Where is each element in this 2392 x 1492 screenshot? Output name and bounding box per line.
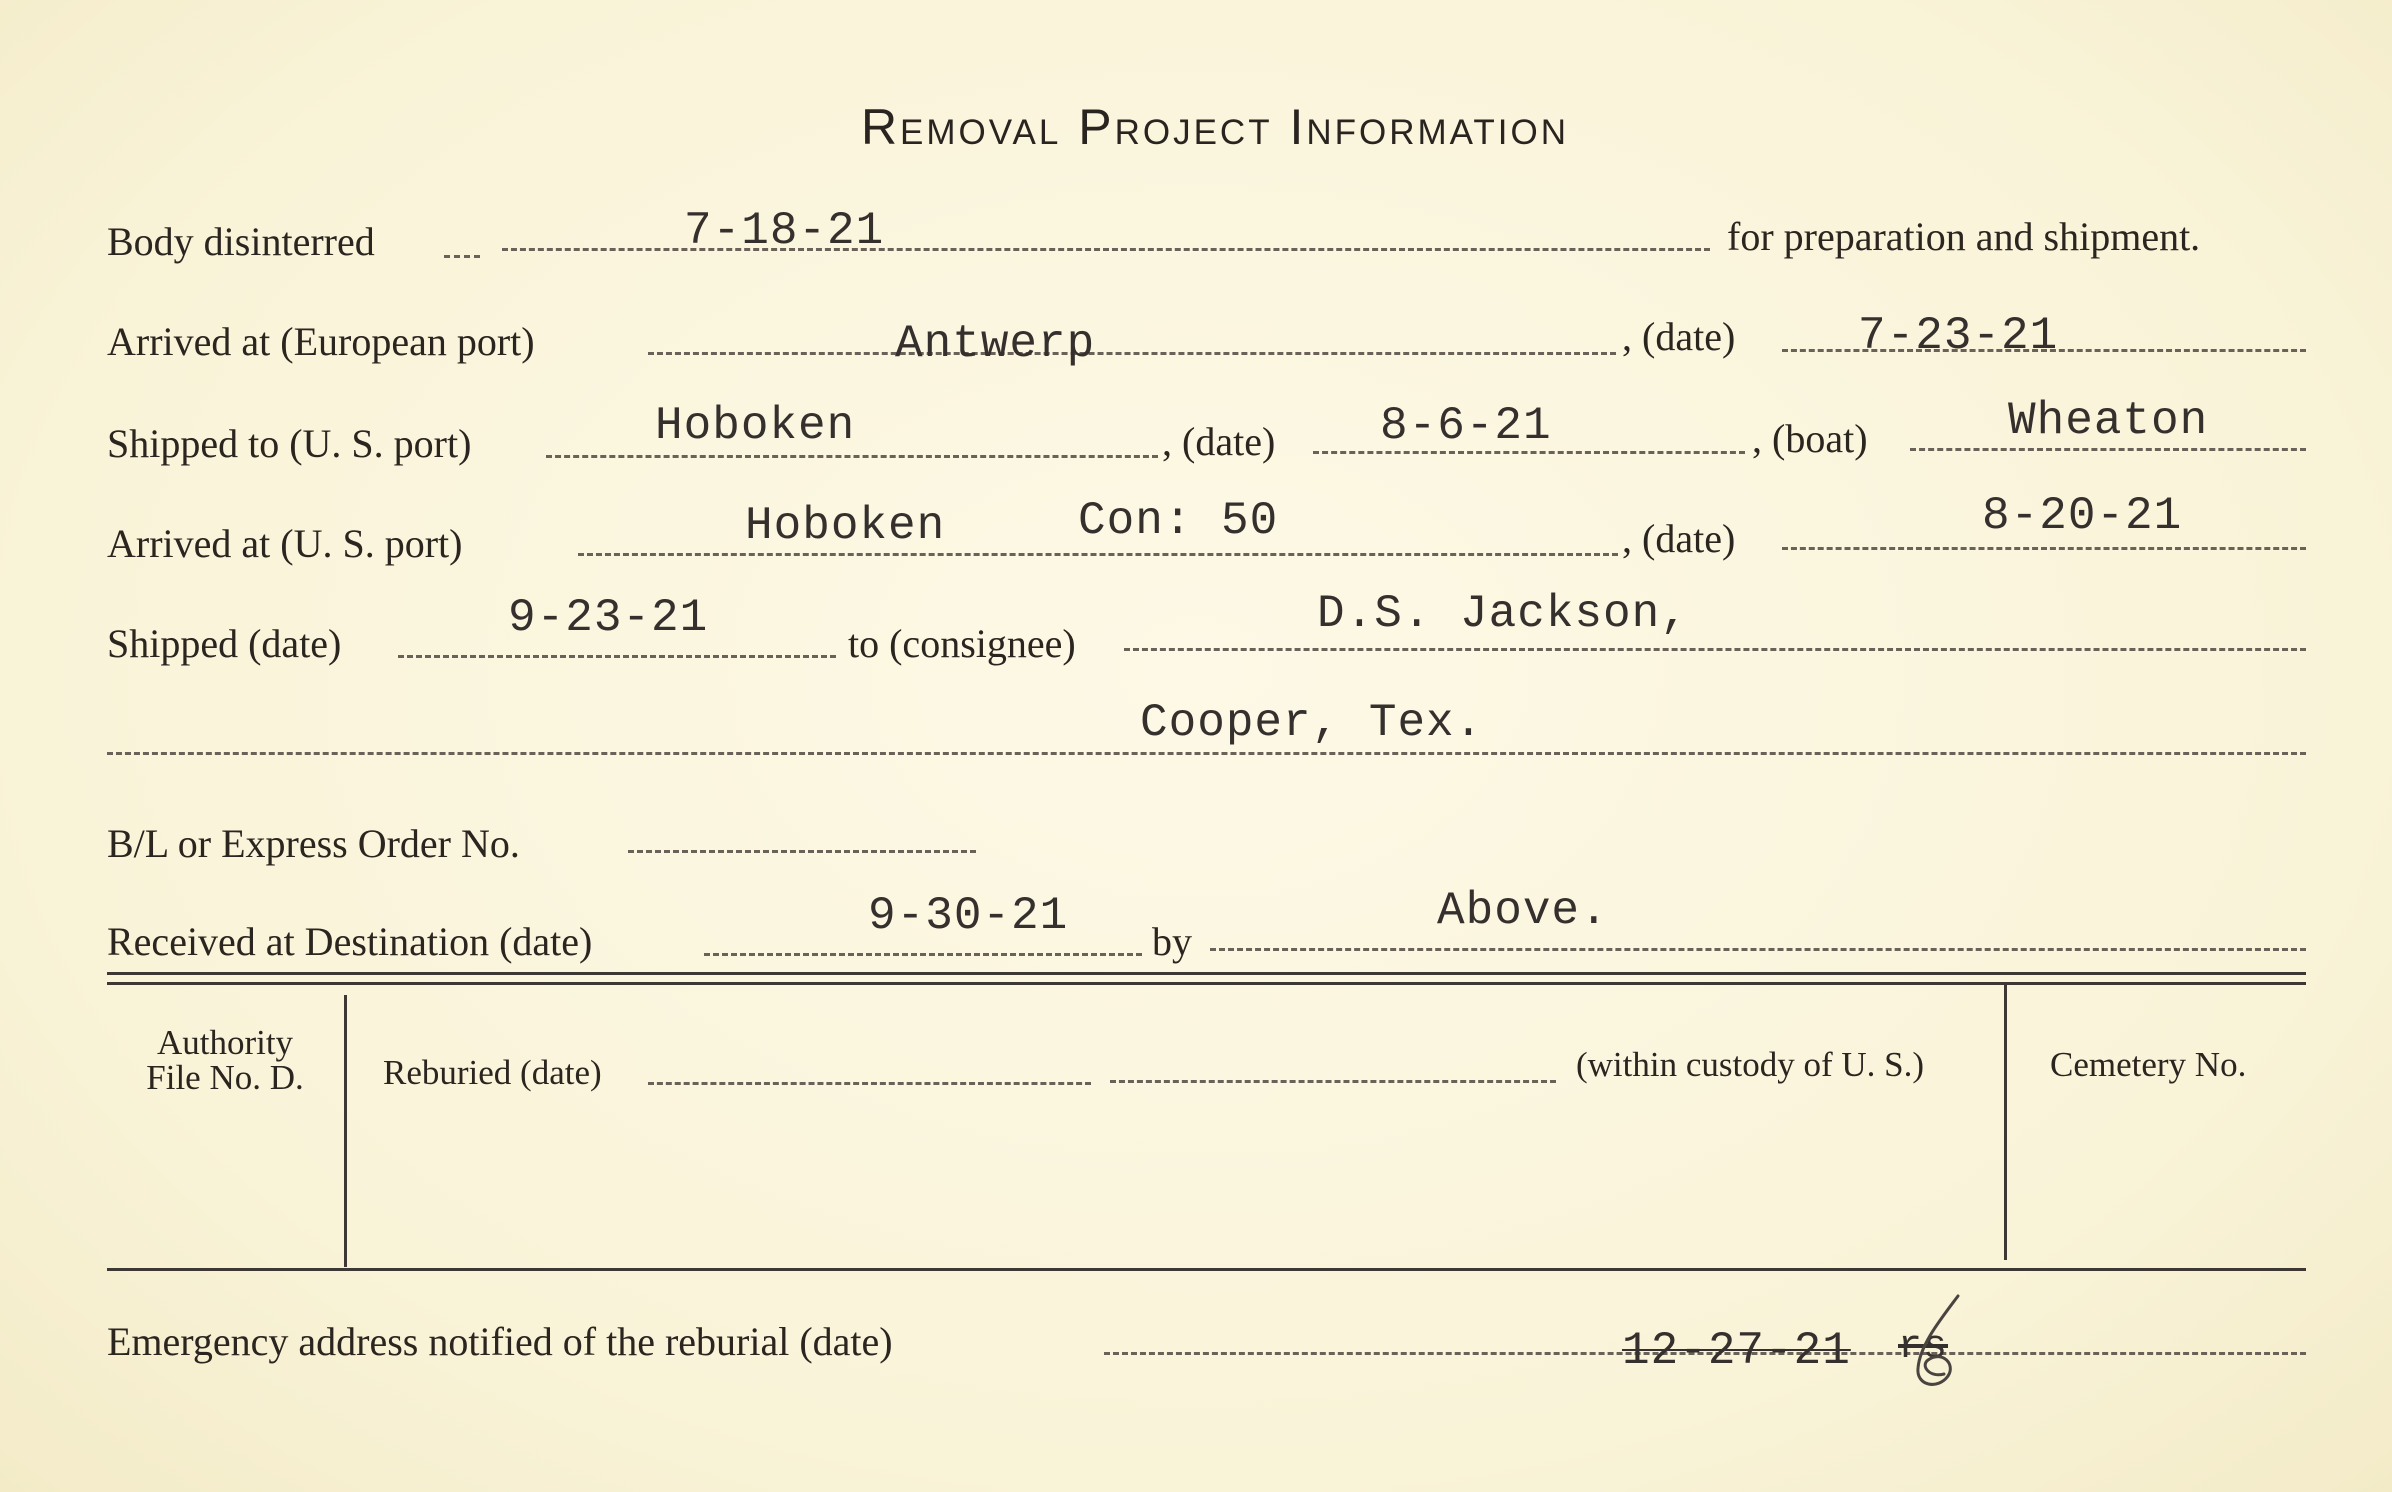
to-consignee-label: to (consignee) — [848, 621, 1076, 666]
boat-label: , (boat) — [1752, 416, 1868, 461]
shipped-date-value: 9-23-21 — [508, 592, 709, 644]
arrived-us-date-field-line — [1782, 547, 2306, 550]
consignee-address-field-line — [107, 752, 2306, 755]
box-divider-left — [344, 995, 347, 1267]
consignee-value: D.S. Jackson, — [1317, 588, 1689, 640]
us-port-value: Hoboken — [655, 400, 856, 452]
bl-express-field-line — [628, 850, 976, 853]
received-by-field-line — [1210, 948, 2306, 951]
arrived-us-port-label: Arrived at (U. S. port) — [107, 521, 463, 566]
body-disinterred-label: Body disinterred — [107, 219, 375, 264]
us-port-date-value: 8-6-21 — [1380, 400, 1552, 452]
shipped-date-field-line — [398, 655, 836, 658]
dotted-line — [444, 255, 480, 258]
arrived-us-port-field-line — [578, 553, 1618, 556]
within-custody-label: (within custody of U. S.) — [1576, 1045, 1925, 1084]
reburied-date-label: Reburied (date) — [383, 1053, 602, 1092]
arrived-european-port-label: Arrived at (European port) — [107, 319, 535, 364]
reburied-date-field-line-2 — [1110, 1080, 1556, 1083]
box-top-rule-2 — [107, 982, 2306, 985]
boat-field-line — [1910, 448, 2306, 451]
european-port-date-label: , (date) — [1622, 314, 1736, 359]
boat-value: Wheaton — [2008, 395, 2209, 447]
for-preparation-label: for preparation and shipment. — [1727, 214, 2201, 259]
reburied-date-field-line — [648, 1082, 1091, 1085]
bl-express-label: B/L or Express Order No. — [107, 821, 520, 866]
arrived-us-date-label: , (date) — [1622, 516, 1736, 561]
emergency-initials-value: rs — [1898, 1325, 1949, 1370]
emergency-date-value: 12-27-21 — [1622, 1325, 1851, 1377]
body-disinterred-value: 7-18-21 — [684, 205, 885, 257]
con-value: Con: 50 — [1078, 495, 1279, 547]
box-bottom-rule — [107, 1268, 2306, 1271]
received-date-value: 9-30-21 — [868, 890, 1069, 942]
consignee-address-value: Cooper, Tex. — [1140, 697, 1484, 749]
authority-file-label — [120, 1025, 330, 1095]
shipped-to-us-port-label: Shipped to (U. S. port) — [107, 421, 472, 466]
arrived-us-port-value: Hoboken — [745, 500, 946, 552]
us-port-date-label: , (date) — [1162, 419, 1276, 464]
european-port-field-line — [648, 352, 1616, 355]
arrived-us-date-value: 8-20-21 — [1982, 490, 2183, 542]
consignee-field-line — [1124, 648, 2306, 651]
card-title: Removal Project Information — [860, 99, 1570, 155]
shipped-date-label: Shipped (date) — [107, 621, 342, 666]
authority-label-line2: File No. D. — [146, 1058, 304, 1097]
emergency-address-label: Emergency address notified of the reburial (date) — [107, 1319, 893, 1364]
cemetery-no-label: Cemetery No. — [2050, 1045, 2247, 1084]
received-date-field-line — [704, 953, 1142, 956]
box-top-rule — [107, 972, 2306, 975]
by-label: by — [1152, 919, 1192, 964]
us-port-field-line — [546, 455, 1158, 458]
handwritten-mark — [1900, 1290, 1980, 1400]
authority-label-line1: Authority — [156, 1023, 294, 1062]
european-port-value: Antwerp — [895, 318, 1096, 370]
received-by-value: Above. — [1437, 885, 1609, 937]
received-destination-label: Received at Destination (date) — [107, 919, 593, 964]
box-divider-right — [2004, 985, 2007, 1260]
european-port-date-value: 7-23-21 — [1858, 310, 2059, 362]
